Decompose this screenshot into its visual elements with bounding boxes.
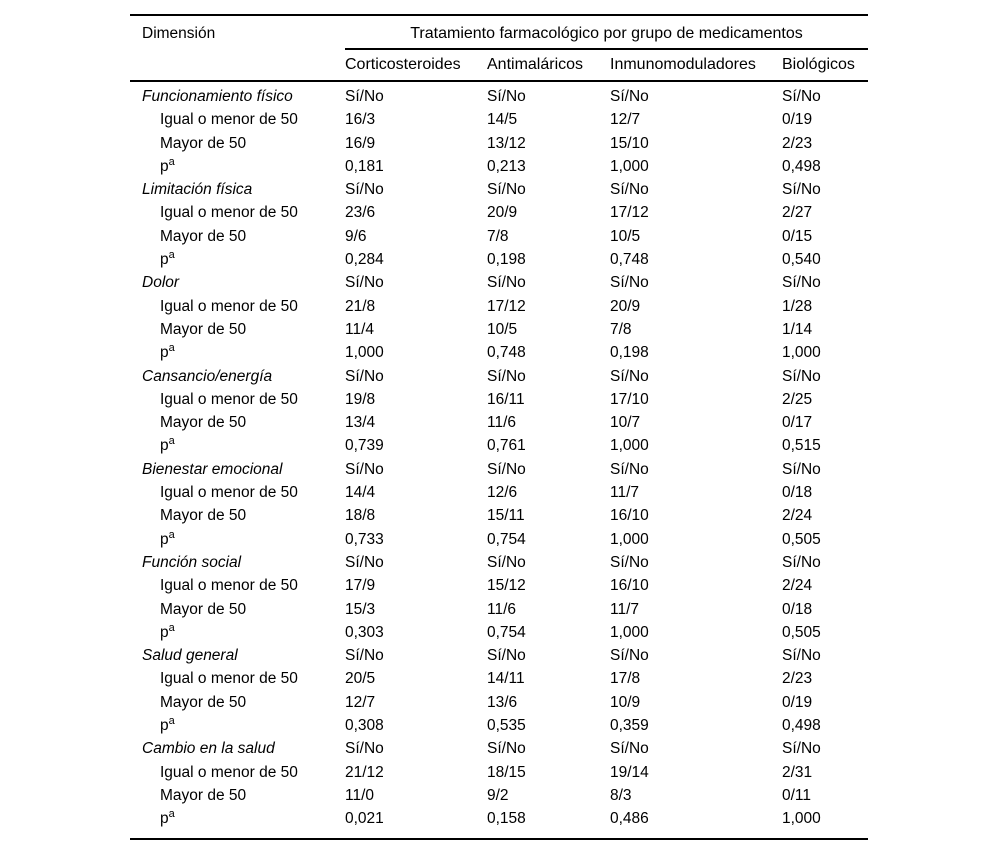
value-cell: 16/10 <box>610 577 649 595</box>
value-cell: 16/9 <box>345 134 376 152</box>
table-row-le50 <box>130 108 868 131</box>
row-label-gt50: Mayor de 50 <box>160 507 247 525</box>
value-cell: Sí/No <box>610 460 649 478</box>
p-symbol: p <box>160 344 169 362</box>
column-header-inmunomoduladores: Inmunomoduladores <box>610 49 782 81</box>
value-cell: 13/12 <box>487 134 526 152</box>
p-symbol: p <box>160 157 169 175</box>
row-label-le50: Igual o menor de 50 <box>160 763 298 781</box>
table-row-p <box>130 528 868 551</box>
table-row-le50 <box>130 481 868 504</box>
value-cell: 17/8 <box>610 670 641 688</box>
value-cell: 0,181 <box>345 157 384 175</box>
value-cell: 10/9 <box>610 693 641 711</box>
table-row-p <box>130 434 868 457</box>
value-cell: 12/7 <box>610 111 641 129</box>
value-cell: 1,000 <box>782 344 821 362</box>
value-cell: 1,000 <box>345 344 384 362</box>
value-cell: 10/5 <box>610 227 641 245</box>
dimension-label: Dolor <box>142 274 180 292</box>
table-row-le50 <box>130 761 868 784</box>
table-row-dimension <box>130 271 868 294</box>
value-cell: 16/3 <box>345 111 376 129</box>
value-cell: 2/27 <box>782 204 813 222</box>
value-cell: 0,308 <box>345 717 384 735</box>
table-row-p <box>130 807 868 838</box>
value-cell: 0/18 <box>782 484 813 502</box>
treatment-group-header: Tratamiento farmacológico por grupo de medicamentos <box>345 15 868 49</box>
value-cell: 2/23 <box>782 670 813 688</box>
value-cell: Sí/No <box>610 274 649 292</box>
value-cell: 0,303 <box>345 623 384 641</box>
value-cell: 1/28 <box>782 297 813 315</box>
value-cell: Sí/No <box>782 553 821 571</box>
row-label-le50: Igual o menor de 50 <box>160 484 298 502</box>
value-cell: Sí/No <box>782 460 821 478</box>
value-cell: Sí/No <box>345 367 384 385</box>
value-cell: Sí/No <box>610 367 649 385</box>
value-cell: Sí/No <box>487 88 526 105</box>
value-cell: Sí/No <box>782 181 821 199</box>
value-cell: Sí/No <box>487 181 526 199</box>
value-cell: 0,198 <box>610 344 649 362</box>
value-cell: 23/6 <box>345 204 376 222</box>
value-cell: 15/3 <box>345 600 376 618</box>
row-label-p <box>130 714 345 737</box>
p-symbol: p <box>160 251 169 269</box>
value-cell: 0,198 <box>487 251 526 269</box>
value-cell: 0,486 <box>610 810 649 828</box>
value-cell: 11/4 <box>345 320 375 338</box>
dimension-column-header: Dimensión <box>130 15 345 81</box>
value-cell: 0,754 <box>487 530 526 548</box>
value-cell: Sí/No <box>345 181 384 199</box>
value-cell: 2/31 <box>782 763 813 781</box>
table-row-gt50 <box>130 132 868 155</box>
value-cell: 20/9 <box>610 297 641 315</box>
table-row-dimension <box>130 644 868 667</box>
value-cell: 17/12 <box>487 297 526 315</box>
value-cell: 0,158 <box>487 810 526 828</box>
row-label-p <box>130 528 345 551</box>
value-cell: 0,021 <box>345 810 384 828</box>
value-cell: 20/9 <box>487 204 518 222</box>
column-header-corticosteroides: Corticosteroides <box>345 49 487 81</box>
table-row-le50 <box>130 295 868 318</box>
row-label-le50: Igual o menor de 50 <box>160 204 298 222</box>
value-cell: 19/8 <box>345 390 376 408</box>
table-row-gt50 <box>130 598 868 621</box>
value-cell: 0,540 <box>782 251 821 269</box>
value-cell: Sí/No <box>782 647 821 665</box>
row-label-gt50: Mayor de 50 <box>160 786 247 804</box>
value-cell: 12/7 <box>345 693 376 711</box>
value-cell: 11/0 <box>345 786 375 804</box>
value-cell: 0,213 <box>487 157 526 175</box>
value-cell: Sí/No <box>782 88 821 105</box>
dimension-label: Cansancio/energía <box>142 367 273 385</box>
value-cell: Sí/No <box>610 647 649 665</box>
value-cell: 18/8 <box>345 507 376 525</box>
value-cell: 0,754 <box>487 623 526 641</box>
table-row-p <box>130 341 868 364</box>
row-label-le50: Igual o menor de 50 <box>160 297 298 315</box>
row-label-le50: Igual o menor de 50 <box>160 577 298 595</box>
value-cell: 15/12 <box>487 577 526 595</box>
table-row-gt50 <box>130 784 868 807</box>
table-row-le50 <box>130 667 868 690</box>
value-cell: Sí/No <box>345 553 384 571</box>
p-symbol: p <box>160 810 169 828</box>
table-row-p <box>130 714 868 737</box>
value-cell: 9/6 <box>345 227 367 245</box>
row-label-gt50: Mayor de 50 <box>160 320 247 338</box>
value-cell: 17/10 <box>610 390 649 408</box>
dimension-label: Limitación física <box>142 181 253 199</box>
value-cell: 2/24 <box>782 507 813 525</box>
value-cell: 2/23 <box>782 134 813 152</box>
row-label-gt50: Mayor de 50 <box>160 600 247 618</box>
value-cell: 0/11 <box>782 786 812 804</box>
value-cell: 19/14 <box>610 763 649 781</box>
p-superscript-a: a <box>168 808 175 821</box>
p-superscript-a: a <box>168 621 175 634</box>
value-cell: 11/6 <box>487 414 517 432</box>
value-cell: 0,761 <box>487 437 526 455</box>
value-cell: 11/6 <box>487 600 517 618</box>
row-label-p <box>130 248 345 271</box>
table-row-gt50 <box>130 691 868 714</box>
value-cell: 0/17 <box>782 414 813 432</box>
table-row-le50 <box>130 388 868 411</box>
value-cell: 9/2 <box>487 786 509 804</box>
value-cell: Sí/No <box>345 460 384 478</box>
p-superscript-a: a <box>168 435 175 448</box>
row-label-gt50: Mayor de 50 <box>160 227 247 245</box>
value-cell: Sí/No <box>610 181 649 199</box>
value-cell: 10/7 <box>610 414 641 432</box>
value-cell: 11/7 <box>610 600 640 618</box>
table-row-p <box>130 248 868 271</box>
value-cell: 0,284 <box>345 251 384 269</box>
p-superscript-a: a <box>168 155 175 168</box>
value-cell: Sí/No <box>487 740 526 758</box>
value-cell: 16/10 <box>610 507 649 525</box>
value-cell: 1,000 <box>782 810 821 828</box>
table-row-le50 <box>130 574 868 597</box>
value-cell: 0,498 <box>782 157 821 175</box>
table-row-dimension <box>130 81 868 108</box>
value-cell: 0,535 <box>487 717 526 735</box>
table-row-gt50 <box>130 225 868 248</box>
value-cell: 1,000 <box>610 623 649 641</box>
value-cell: 1,000 <box>610 437 649 455</box>
value-cell: Sí/No <box>487 647 526 665</box>
value-cell: 0,748 <box>610 251 649 269</box>
column-header-biologicos: Biológicos <box>782 49 868 81</box>
header-row-group <box>130 15 868 49</box>
value-cell: 16/11 <box>487 390 525 408</box>
row-label-p <box>130 434 345 457</box>
dimension-label: Función social <box>142 553 242 571</box>
value-cell: 11/7 <box>610 484 640 502</box>
row-label-gt50: Mayor de 50 <box>160 134 247 152</box>
value-cell: 15/10 <box>610 134 649 152</box>
value-cell: 1,000 <box>610 157 649 175</box>
treatment-dimensions-table <box>130 14 868 840</box>
value-cell: 0,498 <box>782 717 821 735</box>
value-cell: Sí/No <box>782 740 821 758</box>
table-row-le50 <box>130 201 868 224</box>
row-label-le50: Igual o menor de 50 <box>160 670 298 688</box>
value-cell: 0,505 <box>782 623 821 641</box>
table-row-p <box>130 621 868 644</box>
value-cell: 13/6 <box>487 693 518 711</box>
value-cell: 13/4 <box>345 414 376 432</box>
value-cell: Sí/No <box>345 647 384 665</box>
value-cell: 1,000 <box>610 530 649 548</box>
value-cell: 0,515 <box>782 437 821 455</box>
value-cell: 1/14 <box>782 320 813 338</box>
table-row-dimension <box>130 365 868 388</box>
table-row-gt50 <box>130 318 868 341</box>
dimension-label: Salud general <box>142 647 238 665</box>
value-cell: 20/5 <box>345 670 376 688</box>
dimension-label: Funcionamiento físico <box>142 88 293 105</box>
table-row-dimension <box>130 458 868 481</box>
p-superscript-a: a <box>168 342 175 355</box>
value-cell: Sí/No <box>487 460 526 478</box>
row-label-gt50: Mayor de 50 <box>160 693 247 711</box>
value-cell: 0,739 <box>345 437 384 455</box>
value-cell: Sí/No <box>610 553 649 571</box>
table-row-dimension <box>130 551 868 574</box>
p-symbol: p <box>160 437 169 455</box>
value-cell: 0/15 <box>782 227 813 245</box>
dimension-label: Bienestar emocional <box>142 460 283 478</box>
row-label-p <box>130 155 345 178</box>
value-cell: Sí/No <box>782 367 821 385</box>
value-cell: Sí/No <box>610 740 649 758</box>
value-cell: 0,733 <box>345 530 384 548</box>
table-row-dimension <box>130 737 868 760</box>
value-cell: 17/9 <box>345 577 376 595</box>
value-cell: 0,505 <box>782 530 821 548</box>
value-cell: 21/12 <box>345 763 384 781</box>
p-superscript-a: a <box>168 248 175 261</box>
value-cell: 18/15 <box>487 763 526 781</box>
value-cell: 21/8 <box>345 297 376 315</box>
column-header-antimalaricos: Antimaláricos <box>487 49 610 81</box>
table-header <box>130 15 868 81</box>
row-label-p <box>130 621 345 644</box>
value-cell: Sí/No <box>345 274 384 292</box>
value-cell: 0,748 <box>487 344 526 362</box>
p-symbol: p <box>160 623 169 641</box>
p-symbol: p <box>160 530 169 548</box>
table-row-gt50 <box>130 411 868 434</box>
table-row-p <box>130 155 868 178</box>
value-cell: Sí/No <box>487 553 526 571</box>
value-cell: 17/12 <box>610 204 649 222</box>
value-cell: 15/11 <box>487 507 525 525</box>
row-label-gt50: Mayor de 50 <box>160 414 247 432</box>
value-cell: 14/5 <box>487 111 518 129</box>
value-cell: 7/8 <box>487 227 509 245</box>
row-label-p <box>130 341 345 364</box>
value-cell: 12/6 <box>487 484 518 502</box>
value-cell: Sí/No <box>610 88 649 105</box>
value-cell: 0/19 <box>782 693 813 711</box>
value-cell: 2/25 <box>782 390 813 408</box>
dimension-label: Cambio en la salud <box>142 740 275 758</box>
table-row-dimension <box>130 178 868 201</box>
p-symbol: p <box>160 717 169 735</box>
value-cell: 2/24 <box>782 577 813 595</box>
value-cell: 0/19 <box>782 111 813 129</box>
value-cell: Sí/No <box>487 274 526 292</box>
value-cell: 14/4 <box>345 484 376 502</box>
value-cell: Sí/No <box>345 88 384 105</box>
value-cell: 7/8 <box>610 320 632 338</box>
table-body <box>130 81 868 839</box>
value-cell: 0,359 <box>610 717 649 735</box>
value-cell: 14/11 <box>487 670 525 688</box>
p-superscript-a: a <box>168 528 175 541</box>
row-label-le50: Igual o menor de 50 <box>160 111 298 129</box>
value-cell: 0/18 <box>782 600 813 618</box>
value-cell: 10/5 <box>487 320 518 338</box>
value-cell: 8/3 <box>610 786 632 804</box>
row-label-p <box>130 807 345 838</box>
value-cell: Sí/No <box>782 274 821 292</box>
table-row-gt50 <box>130 504 868 527</box>
value-cell: Sí/No <box>487 367 526 385</box>
row-label-le50: Igual o menor de 50 <box>160 390 298 408</box>
p-superscript-a: a <box>168 714 175 727</box>
value-cell: Sí/No <box>345 740 384 758</box>
